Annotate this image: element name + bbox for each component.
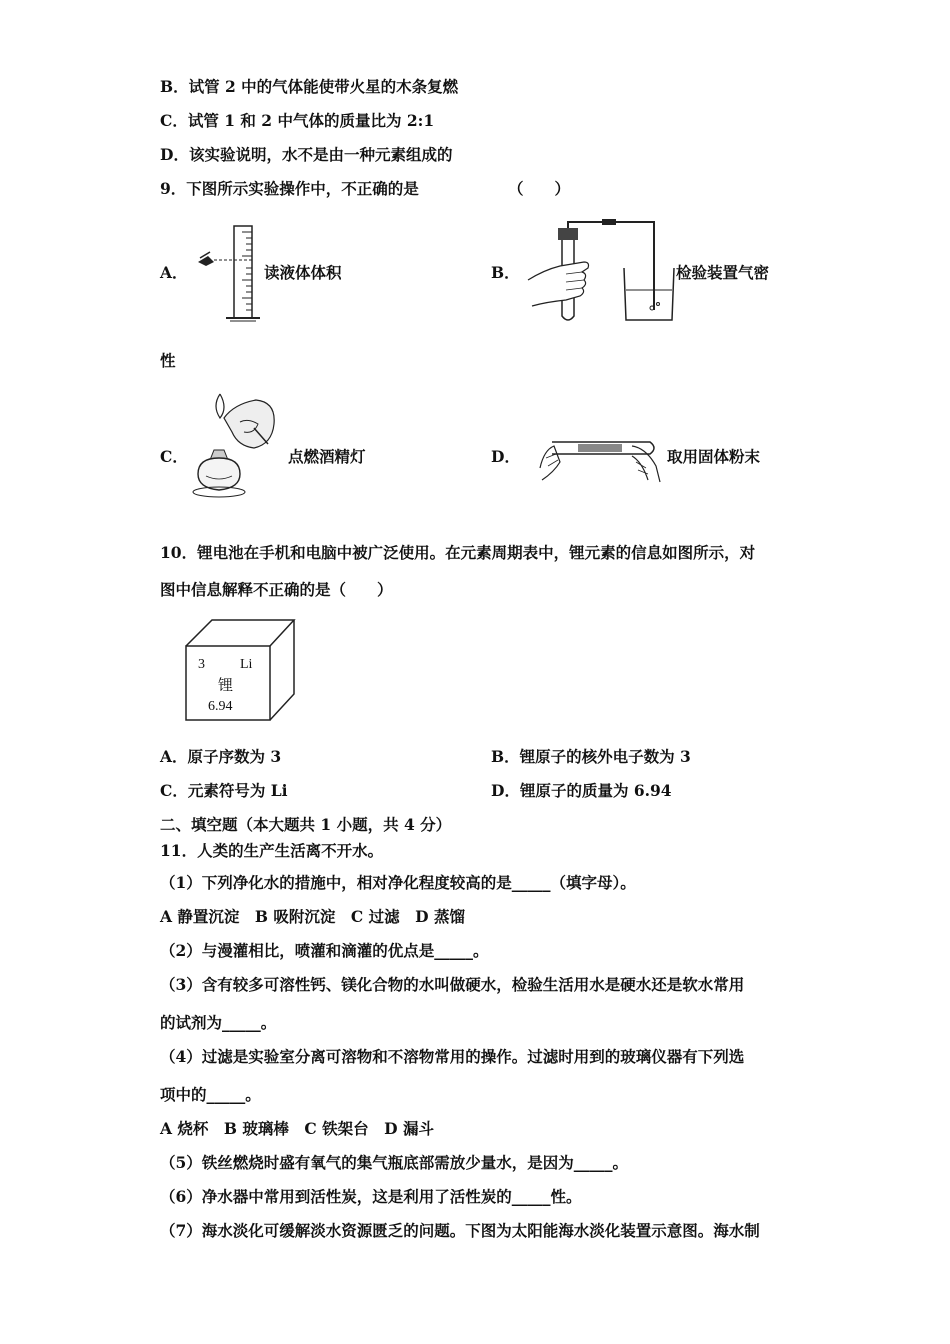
q9-b-label: B． — [491, 263, 520, 282]
section2-title: 二、填空题（本大题共 1 小题，共 4 分） — [160, 815, 452, 834]
q11-part6: （6）净水器中常用到活性炭，这是利用了活性炭的_____性。 — [160, 1187, 582, 1206]
q11-part2: （2）与漫灌相比，喷灌和滴灌的优点是_____。 — [160, 941, 489, 960]
q8-option-c: C．试管 1 和 2 中气体的质量比为 2:1 — [160, 111, 435, 130]
q10-option-d: D．锂原子的质量为 6.94 — [491, 781, 672, 800]
q10-option-b: B．锂原子的核外电子数为 3 — [491, 747, 691, 766]
q8-option-d: D．该实验说明，水不是由一种元素组成的 — [160, 145, 453, 164]
q11-part4-line1: （4）过滤是实验室分离可溶物和不溶物常用的操作。过滤时用到的玻璃仪器有下列选 — [160, 1047, 745, 1066]
powder-paper-tube-figure — [538, 428, 664, 488]
q9-c-label: C． — [160, 447, 188, 466]
q9-d-label: D． — [491, 447, 520, 466]
element-name: 锂 — [218, 678, 234, 694]
q11-part1-options: A 静置沉淀 B 吸附沉淀 C 过滤 D 蒸馏 — [160, 907, 465, 926]
airtightness-test-figure — [526, 218, 676, 328]
q9-b-text-continued: 性 — [160, 351, 176, 370]
q9-c-text: 点燃酒精灯 — [288, 447, 366, 466]
q10-stem-line1: 10．锂电池在手机和电脑中被广泛使用。在元素周期表中，锂元素的信息如图所示，对 — [160, 543, 756, 562]
q11-part3-line1: （3）含有较多可溶性钙、镁化合物的水叫做硬水，检验生活用水是硬水还是软水常用 — [160, 975, 745, 994]
q11-part4-options: A 烧杯 B 玻璃棒 C 铁架台 D 漏斗 — [160, 1119, 434, 1138]
lithium-element-card — [184, 618, 296, 724]
q9-d-text: 取用固体粉末 — [667, 447, 761, 466]
q9-a-text: 读液体体积 — [264, 263, 342, 282]
element-atomic-mass: 6.94 — [208, 699, 233, 714]
element-atomic-number: 3 — [198, 657, 205, 672]
q9-b-text: 检验装置气密 — [676, 263, 770, 282]
q11-part1: （1）下列净化水的措施中，相对净化程度较高的是_____（填字母）。 — [160, 873, 636, 892]
q9-stem: 9．下图所示实验操作中，不正确的是 — [160, 179, 419, 198]
q11-stem: 11．人类的生产生活离不开水。 — [160, 841, 384, 860]
q11-part3-line2: 的试剂为_____。 — [160, 1013, 277, 1032]
q10-stem-line2: 图中信息解释不正确的是（ ） — [160, 580, 393, 599]
q11-part5: （5）铁丝燃烧时盛有氧气的集气瓶底部需放少量水，是因为_____。 — [160, 1153, 629, 1172]
q11-part7: （7）海水淡化可缓解淡水资源匮乏的问题。下图为太阳能海水淡化装置示意图。海水制 — [160, 1221, 760, 1240]
q11-part4-line2: 项中的_____。 — [160, 1085, 261, 1104]
element-symbol: Li — [240, 657, 253, 672]
graduated-cylinder-figure — [194, 222, 264, 324]
q10-option-c: C．元素符号为 Li — [160, 781, 288, 800]
q9-a-label: A． — [160, 263, 188, 282]
q9-answer-bracket: （ ） — [508, 179, 571, 198]
alcohol-lamp-figure — [184, 388, 284, 500]
q8-option-b: B．试管 2 中的气体能使带火星的木条复燃 — [160, 77, 459, 96]
q10-option-a: A．原子序数为 3 — [160, 747, 282, 766]
